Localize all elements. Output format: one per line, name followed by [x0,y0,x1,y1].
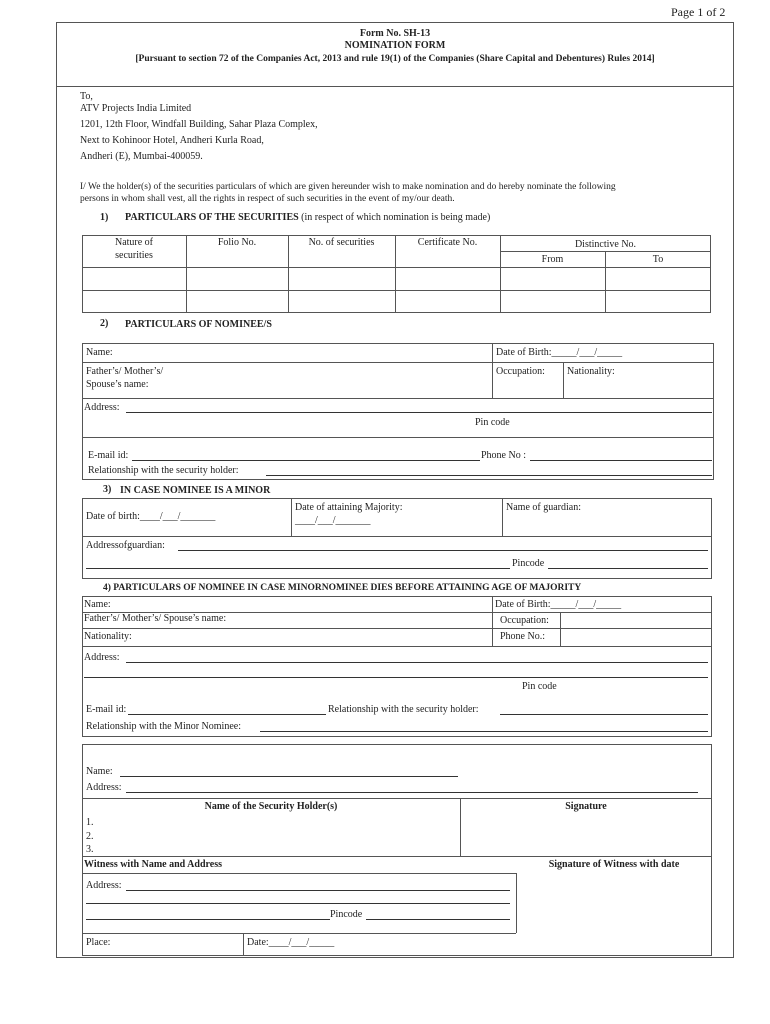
address-line: Next to Kohinoor Hotel, Andheri Kurla Road, [80,135,264,146]
holder-address-label: Address: [86,782,122,793]
sub-nominee-relationship-holder-input[interactable] [502,702,706,714]
relationship-underline [500,714,708,715]
intro-text: persons in whom shall vest, all the rights in respect of such securities in the event of my/our death. [80,194,455,204]
place-label: Place: [86,937,111,948]
signature-header: Signature [565,801,607,812]
col-header-nature: securities [115,250,153,261]
row-divider [82,933,516,934]
section-number: 1) [100,212,109,223]
row-divider [82,398,714,399]
nominee-dob-label: Date of Birth:_____/___/_____ [496,347,623,358]
date-label: Date:____/___/_____ [247,937,335,948]
sub-nominee-dob-label: Date of Birth:_____/___/_____ [495,599,622,610]
sub-nominee-relationship-holder-label: Relationship with the security holder: [328,704,479,715]
nominee-phone-input[interactable] [532,448,710,460]
col-header-distinctive: Distinctive No. [574,239,637,250]
nominee-father-label: Spouse’s name: [86,379,149,390]
sub-nominee-nationality-label: Nationality: [84,631,132,642]
col-header-certificate: Certificate No. [417,237,478,248]
address-underline [126,412,712,413]
row-divider [82,628,712,629]
col-divider [492,596,493,646]
guardian-address-input[interactable] [180,538,706,550]
relationship-underline [260,731,708,732]
address-underline [86,919,330,920]
holder-address-input[interactable] [128,780,696,792]
phone-underline [530,460,712,461]
nominee-relationship-label: Relationship with the security holder: [88,465,239,476]
page-label: Page 1 of 2 [671,5,726,19]
nominee-email-input[interactable] [134,448,478,460]
holder-row-number: 2. [86,831,94,842]
guardian-name-input[interactable] [506,516,706,528]
form-subtitle: [Pursuant to section 72 of the Companies Act, 2013 and rule 19(1) of the Companies (Share Capital and Debentures) Rules 2014] [135,54,655,64]
form-number: Form No. SH-13 [359,28,431,39]
place-input[interactable] [118,937,238,949]
nominee-occupation-label: Occupation: [496,366,545,377]
minor-dob-label: Date of birth:____/___/_______ [86,511,216,522]
section3-title: IN CASE NOMINEE IS A MINOR [120,485,271,496]
sub-nominee-relationship-minor-label: Relationship with the Minor Nominee: [86,721,241,732]
email-underline [132,460,480,461]
address-underline [84,677,708,678]
nominee-name-label: Name: [86,347,113,358]
address-underline [126,890,510,891]
holder-name-label: Name: [86,766,113,777]
section1-title: PARTICULARS OF THE SECURITIES [125,212,299,223]
col-divider [516,873,517,933]
witness-signature-header: Signature of Witness with date [548,859,680,870]
address-to: To, [80,91,93,102]
name-underline [120,776,458,777]
sub-nominee-email-label: E-mail id: [86,704,127,715]
section1-note: (in respect of which nomination is being made) [301,212,491,223]
nominee-relationship-input[interactable] [268,463,708,475]
address-line: Andheri (E), Mumbai-400059. [80,151,203,162]
address-line: 1201, 12th Floor, Windfall Building, Sahar Plaza Complex, [80,119,318,130]
header-divider [56,86,734,87]
nominee-name-input[interactable] [120,347,485,359]
col-divider [291,498,292,536]
holder-row-number: 1. [86,817,94,828]
section4-title: 4) PARTICULARS OF NOMINEE IN CASE MINORNOMINEE DIES BEFORE ATTAINING AGE OF MAJORITY [103,583,582,593]
col-header-to: To [652,254,664,265]
witness-address-input[interactable] [128,878,508,890]
col-divider [560,612,561,646]
col-divider [243,933,244,956]
row-divider [82,536,712,537]
pincode-underline [366,919,510,920]
table-row-divider [82,290,711,291]
row-divider [82,646,712,647]
address-underline [86,903,510,904]
holder-name-input[interactable] [122,764,456,776]
majority-date-label: Date of attaining Majority: [295,502,403,513]
table-row-divider [82,267,711,268]
row-divider [82,856,712,857]
holder-name-header: Name of the Security Holder(s) [204,801,338,812]
nominee-nationality-label: Nationality: [567,366,615,377]
section-number: 3) [103,484,112,495]
col-header-num-securities: No. of securities [308,237,375,248]
nominee-father-label: Father’s/ Mother’s/ [86,366,164,377]
intro-text: I/ We the holder(s) of the securities particulars of which are given hereunder wish to make nomination and do hereby nominate the following [80,182,616,192]
address-underline [126,792,698,793]
sub-nominee-address-label: Address: [84,652,120,663]
sub-nominee-phone-label: Phone No.: [500,631,545,642]
sub-nominee-pincode-label: Pin code [522,681,557,692]
col-header-from: From [541,254,564,265]
section2-title: PARTICULARS OF NOMINEE/S [125,319,272,330]
holder-row-number: 3. [86,844,94,855]
sub-nominee-occupation-label: Occupation: [500,615,549,626]
email-underline [128,714,326,715]
nominee-pincode-label: Pin code [475,417,510,428]
section-number: 2) [100,318,109,329]
guardian-address-label: Addressofguardian: [86,540,165,551]
sub-nominee-name-label: Name: [84,599,111,610]
col-header-folio: Folio No. [217,237,257,248]
col-header-nature: Nature of [114,237,154,248]
row-divider [82,437,714,438]
nominee-father-input[interactable] [160,379,485,391]
nominee-email-label: E-mail id: [88,450,129,461]
guardian-address-underline [86,568,510,569]
nominee-phone-label: Phone No : [481,450,526,461]
col-divider [502,498,503,536]
nominee-address-label: Address: [84,402,120,413]
col-divider [563,362,564,398]
relationship-underline [266,475,712,476]
address-underline [126,662,708,663]
row-divider [82,362,714,363]
row-divider [82,798,712,799]
sub-nominee-relationship-minor-input[interactable] [262,719,706,731]
guardian-address-underline [178,550,708,551]
section1-heading [125,212,490,224]
pincode-underline [548,568,708,569]
row-divider [82,873,516,874]
sub-nominee-father-input[interactable] [246,614,486,626]
company-name: ATV Projects India Limited [80,103,192,114]
col-divider [492,343,493,398]
sub-nominee-name-input[interactable] [118,599,486,611]
sub-nominee-address-input[interactable] [128,650,706,662]
sub-nominee-email-input[interactable] [130,702,324,714]
witness-header: Witness with Name and Address [84,859,222,870]
witness-pincode-label: Pincode [330,909,363,920]
nominee-address-input[interactable] [128,400,708,412]
form-title: NOMINATION FORM [344,40,446,51]
guardian-name-label: Name of guardian: [506,502,581,513]
guardian-pincode-label: Pincode [512,558,545,569]
sub-nominee-father-label: Father’s/ Mother’s/ Spouse’s name: [84,613,227,624]
majority-date-blank: ____/___/_______ [295,515,371,526]
witness-address-label: Address: [86,880,122,891]
